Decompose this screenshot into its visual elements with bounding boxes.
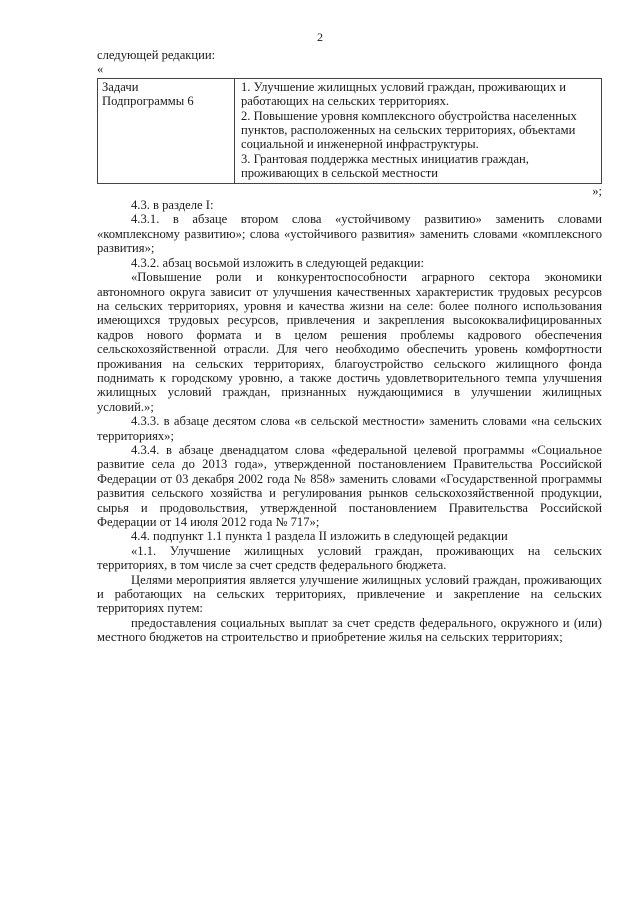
task-item-1: 1. Улучшение жилищных условий граждан, проживающих и работающих на сельских территориях.: [241, 79, 567, 109]
open-quote: «: [97, 62, 104, 77]
task-item-3: 3. Грантовая поддержка местных инициатив граждан, проживающих в сельской местности: [241, 151, 529, 181]
paragraph-1-1: «1.1. Улучшение жилищных условий граждан, проживающих на сельских территориях, в том числе за счет средств федерального бюджета.: [97, 543, 602, 573]
paragraph-4-3-3: 4.3.3. в абзаце десятом слова «в сельской местности» заменить словами «на сельских территориях»;: [97, 414, 602, 443]
paragraph-4-3-2: 4.3.2. абзац восьмой изложить в следующей редакции:: [131, 255, 424, 270]
tasks-label-line-1: Задачи: [102, 79, 139, 94]
intro-line: следующей редакции:: [97, 48, 216, 62]
tasks-table-content-cell: [235, 79, 602, 183]
task-item-2: 2. Повышение уровня комплексного обустройства населенных пунктов, расположенных на сельских территориях, объектами социальной и инженерной инфраструктуры.: [241, 108, 577, 152]
tasks-table-label-cell: [97, 79, 235, 183]
paragraph-social-payments: предоставления социальных выплат за счет средств федерального, окружного и (или) местного бюджетов на строительство и приобретение жилья на сельских территориях;: [97, 615, 602, 645]
tasks-table: [97, 78, 602, 184]
page-number: 2: [317, 30, 323, 44]
table-close-quote: »;: [592, 183, 602, 198]
document-body: [97, 48, 602, 645]
tasks-label-line-2: Подпрограммы 6: [102, 94, 194, 109]
paragraph-4-4: 4.4. подпункт 1.1 пункта 1 раздела II изложить в следующей редакции: [131, 529, 508, 544]
paragraph-4-3: 4.3. в разделе I:: [131, 198, 214, 213]
paragraph-4-3-1: 4.3.1. в абзаце втором слова «устойчивому развитию» заменить словами «комплексному развитию»; слова «устойчивого развития» заменить словами «комплексного развития»;: [97, 212, 602, 256]
paragraph-goals: Целями мероприятия является улучшение жилищных условий граждан, проживающих и работающих на сельских территориях, привлечение и закрепление на сельских территориях путем:: [97, 572, 602, 616]
paragraph-quoted-text: «Повышение роли и конкурентоспособности аграрного сектора экономики автономного округа зависит от улучшения качественных характеристик трудовых ресурсов на сельских территориях, уровня и качества жизни на селе: более полного использования имеющихся трудовых ресурсов, привлечения и закрепления высококвалифицированных кадров нового формата и в целом решения проблемы кадрового обеспечения сельскохозяйственной отрасли. Для чего необходимо обеспечить уровень комфортности проживания на сельских территориях, благоустройство сельского жилищного фонда поднимать к городскому уровню, а также достичь удовлетворительного темпа улучшения жилищных условий граждан, признанных нуждающимися в улучшении жилищных условий.»;: [97, 270, 602, 414]
paragraph-4-3-4: 4.3.4. в абзаце двенадцатом слова «федеральной целевой программы «Социальное развитие села до 2013 года», утвержденной постановлением Правительства Российской Федерации от 03 декабря 2002 года № 858» заменить словами «Государственной программы развития сельского хозяйства и регулирования рынков сельскохозяйственной продукции, сырья и продовольствия, утвержденной постановлением Правительства Российской Федерации от 14 июля 2012 года № 717»;: [97, 442, 602, 529]
